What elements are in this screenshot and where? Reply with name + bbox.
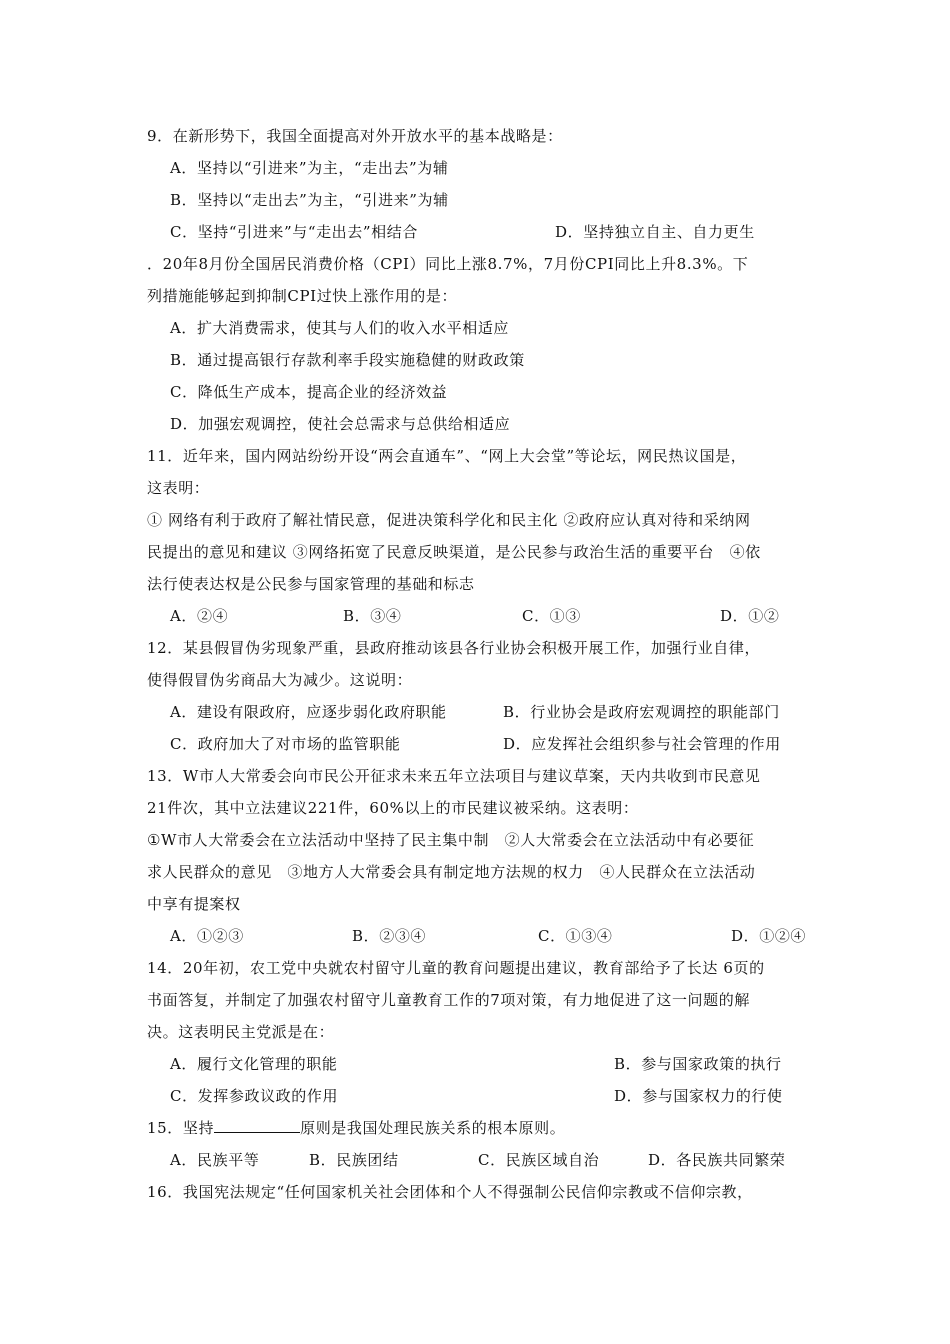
q11-stem-line2: 这表明：: [147, 479, 210, 497]
q11-option-d: D．①②: [720, 607, 780, 625]
q10-stem-line2: 列措施能够起到抑制CPI过快上涨作用的是：: [147, 287, 458, 305]
q9-option-c: C．坚持“引进来”与“走出去”相结合: [170, 223, 418, 241]
q13-option-b: B．②③④: [352, 927, 427, 945]
q12-stem-line1: 12．某县假冒伪劣现象严重，县政府推动该县各行业协会积极开展工作，加强行业自律，: [147, 639, 761, 657]
q14-stem-line2: 书面答复，并制定了加强农村留守儿童教育工作的7项对策，有力地促进了这一问题的解: [147, 991, 750, 1009]
q14-stem-line3: 决。这表明民主党派是在：: [147, 1023, 335, 1041]
q12-option-a: A．建设有限政府，应逐步弱化政府职能: [170, 703, 447, 721]
q11-option-b: B．③④: [343, 607, 402, 625]
q10-option-a: A．扩大消费需求，使其与人们的收入水平相适应: [170, 319, 510, 337]
q15-stem: [147, 1118, 565, 1138]
q13-statement-line1: ①W市人大常委会在立法活动中坚持了民主集中制 ②人大常委会在立法活动中有必要征: [147, 831, 755, 849]
q9-option-d: D．坚持独立自主、自力更生: [555, 223, 755, 241]
q10-option-d: D．加强宏观调控，使社会总需求与总供给相适应: [170, 415, 511, 433]
q13-statement-line2: 求人民群众的意见 ③地方人大常委会具有制定地方法规的权力 ④人民群众在立法活动: [147, 863, 756, 881]
q11-statement-line3: 法行使表达权是公民参与国家管理的基础和标志: [147, 575, 475, 593]
q13-stem-line1: 13．W市人大常委会向市民公开征求未来五年立法项目与建议草案，天内共收到市民意见: [147, 767, 761, 785]
q9-stem: 9．在新形势下，我国全面提高对外开放水平的基本战略是：: [147, 127, 563, 145]
q14-option-d: D．参与国家权力的行使: [614, 1087, 783, 1105]
q15-option-b: B．民族团结: [309, 1151, 399, 1169]
q10-option-c: C．降低生产成本，提高企业的经济效益: [170, 383, 448, 401]
q11-option-c: C．①③: [522, 607, 581, 625]
q15-option-c: C．民族区域自治: [478, 1151, 600, 1169]
q13-stem-line2: 21件次，其中立法建议221件，60%以上的市民建议被采纳。这表明：: [147, 799, 639, 817]
q14-option-c: C．发挥参政议政的作用: [170, 1087, 339, 1105]
q15-stem-suffix: 原则是我国处理民族关系的根本原则。: [300, 1119, 566, 1137]
q12-option-b: B．行业协会是政府宏观调控的职能部门: [503, 703, 780, 721]
q15-option-a: A．民族平等: [170, 1151, 260, 1169]
q12-option-d: D．应发挥社会组织参与社会管理的作用: [503, 735, 781, 753]
q10-option-b: B．通过提高银行存款利率手段实施稳健的财政政策: [170, 351, 525, 369]
q13-option-c: C．①③④: [538, 927, 613, 945]
q11-statement-line1: ① 网络有利于政府了解社情民意，促进决策科学化和民主化 ②政府应认真对待和采纳网: [147, 511, 751, 529]
q16-stem-line1: 16．我国宪法规定“任何国家机关社会团体和个人不得强制公民信仰宗教或不信仰宗教，: [147, 1183, 753, 1201]
q13-statement-line3: 中享有提案权: [147, 895, 241, 913]
q14-option-b: B．参与国家政策的执行: [614, 1055, 782, 1073]
q11-stem-line1: 11．近年来，国内网站纷纷开设“两会直通车”、“网上大会堂”等论坛，网民热议国是，: [147, 447, 747, 465]
q9-option-b: B．坚持以“走出去”为主，“引进来”为辅: [170, 191, 449, 209]
q13-option-a: A．①②③: [170, 927, 244, 945]
q12-stem-line2: 使得假冒伪劣商品大为减少。这说明：: [147, 671, 413, 689]
q14-stem-line1: 14．20年初，农工党中央就农村留守儿童的教育问题提出建议，教育部给予了长达 6页的: [147, 959, 765, 977]
q9-option-a: A．坚持以“引进来”为主，“走出去”为辅: [170, 159, 449, 177]
q12-option-c: C．政府加大了对市场的监管职能: [170, 735, 401, 753]
q15-answer-blank: [214, 1118, 300, 1133]
q15-option-d: D．各民族共同繁荣: [648, 1151, 786, 1169]
q15-stem-prefix: 15．坚持: [147, 1119, 215, 1137]
q14-option-a: A．履行文化管理的职能: [170, 1055, 338, 1073]
q13-option-d: D．①②④: [731, 927, 807, 945]
q10-stem-line1: ．20年8月份全国居民消费价格（CPI）同比上涨8.7%，7月份CPI同比上升8.3%。下: [147, 255, 749, 273]
q11-statement-line2: 民提出的意见和建议 ③网络拓宽了民意反映渠道，是公民参与政治生活的重要平台 ④依: [147, 543, 761, 561]
q11-option-a: A．②④: [170, 607, 229, 625]
